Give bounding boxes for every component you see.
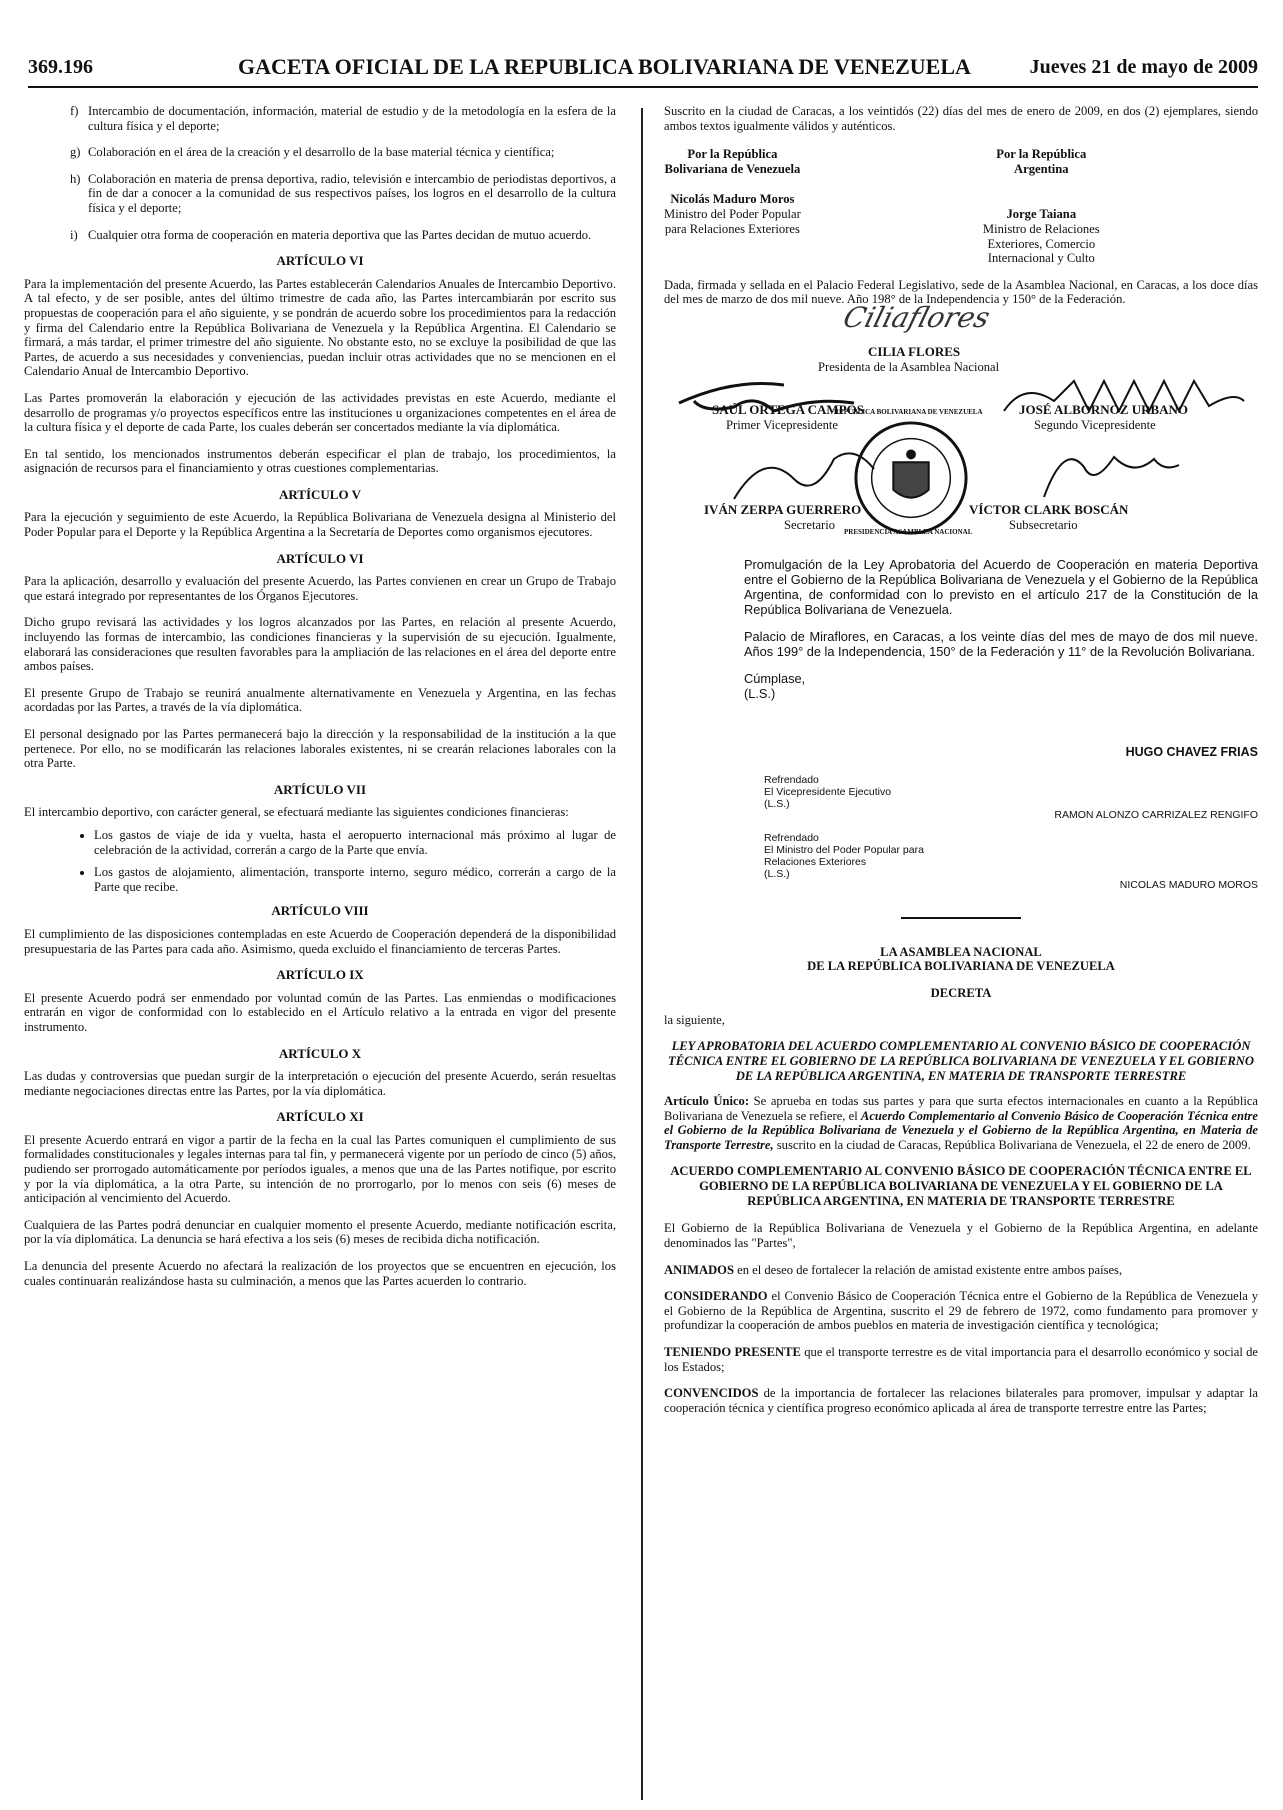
- paragraph: El presente Acuerdo podrá ser enmendado por voluntad común de las Partes. Las enmiendas o modificaciones entrarán en vigor de conformidad con lo establecido en el Artículo relativo a la entrada en vigor del presente instrumento.: [24, 990, 616, 1034]
- signatory-role: Presidenta de la Asamblea Nacional: [818, 359, 1000, 374]
- left-column: [24, 104, 616, 1300]
- cumplase: Cúmplase,: [744, 670, 806, 686]
- list-item: [70, 104, 616, 133]
- seal-text-bottom: PRESIDENCIA ASAMBLEA NACIONAL: [844, 527, 973, 536]
- ref-line: Relaciones Exteriores: [764, 856, 867, 869]
- clause-label: TENIENDO PRESENTE: [664, 1345, 801, 1360]
- countersign-2: [764, 832, 1258, 880]
- paragraph: Palacio de Miraflores, en Caracas, a los veinte días del mes de mayo de dos mil nueve. Años 199° de la Independencia, 150° de la Federación y 11° de la Revolución Bolivariana.: [744, 628, 1258, 659]
- article-text: Se aprueba en todas sus partes y para que surta efectos internacionales en cuanto a la República Bolivariana de Venezuela se refiere, el: [664, 1094, 1258, 1123]
- article-text: suscrito en la ciudad de Caracas, República Bolivariana de Venezuela, el 22 de enero de 2009.: [773, 1137, 1251, 1152]
- paragraph: la siguiente,: [664, 1012, 725, 1027]
- signatory-role: Primer Vicepresidente: [726, 417, 838, 432]
- item-text: Colaboración en el área de la creación y el desarrollo de la base material técnica y científica;: [88, 145, 555, 160]
- item-text: Cualquier otra forma de cooperación en materia deportiva que las Partes decidan de mutuo acuerdo.: [88, 227, 592, 242]
- article-heading: ARTÍCULO X: [278, 1045, 362, 1061]
- list-item: [70, 172, 616, 216]
- assembly-signatures: [664, 300, 1258, 551]
- countersign-name: RAMON ALONZO CARRIZALEZ RENGIFO: [1054, 808, 1258, 821]
- gazette-header: [28, 52, 1258, 88]
- paragraph: Dada, firmada y sellada en el Palacio Federal Legislativo, sede de la Asamblea Nacional, en Caracas, a los doce días del mes de marzo de dos mil nueve. Año 198° de la Independencia y 150° de la Federación.: [664, 277, 1258, 307]
- signatory-name: IVÁN ZERPA GUERRERO: [704, 501, 862, 517]
- item-key: i): [70, 227, 78, 242]
- article-heading: ARTÍCULO IX: [276, 967, 364, 983]
- signatory-heading: Por la República Argentina: [996, 147, 1087, 176]
- bullet-item: • Los gastos de viaje de ida y vuelta, hasta el aeropuerto internacional más próximo al lugar de celebración de la actividad, correrán a cargo de la Parte que envía.: [94, 828, 616, 857]
- president-name: HUGO CHAVEZ FRIAS: [1125, 744, 1258, 759]
- signatory-role: Subsecretario: [1009, 517, 1078, 532]
- ref-line: (L.S.): [764, 797, 790, 810]
- ref-line: El Vicepresidente Ejecutivo: [764, 785, 892, 798]
- page-number: 369.196: [28, 56, 93, 78]
- signatory-role: Secretario: [784, 517, 836, 532]
- article-heading: ARTÍCULO VII: [273, 781, 367, 797]
- paragraph: Las Partes promoverán la elaboración y ejecución de las actividades previstas en este Acuerdo, mediante el desarrollo de programas y/o proyectos específicos entre las instituciones u organizaciones competentes en el área de la cultura física y el deporte de cada Parte, los cuales deberán ser concertados mediante la vía diplomática.: [24, 390, 616, 435]
- ls-mark: (L.S.): [744, 685, 776, 701]
- ref-line: Refrendado: [764, 832, 819, 845]
- clause-text: el Convenio Básico de Cooperación Técnica entre el Gobierno de la República de Venezuela y el Gobierno de la República de Argentina, suscrito el 29 de febrero de 1972, como fundamento para promover y profundizar la cooperación de ambos pueblos en materia de investigación científica y tecnológica;: [664, 1289, 1258, 1333]
- law-title: LEY APROBATORIA DEL ACUERDO COMPLEMENTARIO AL CONVENIO BÁSICO DE COOPERACIÓN TÉCNICA ENTRE EL GOBIERNO DE LA REPÚBLICA BOLIVARIANA DE VENEZUELA Y EL GOBIERNO DE LA REPÚBLICA ARGENTINA, EN MATERIA DE TRANSPORTE TERRESTRE: [668, 1039, 1254, 1084]
- item-text: Colaboración en materia de prensa deportiva, radio, televisión e intercambio de periodistas deportivos, a fin de dar a conocer a la comunidad de sus respectivos países, los logros en el desarrollo de la cultura física y el deporte;: [88, 171, 616, 215]
- item-text: Intercambio de documentación, información, material de estudio y de la metodología en la esfera de la cultura física y el deporte;: [88, 104, 616, 133]
- paragraph: El intercambio deportivo, con carácter general, se efectuará mediante las siguientes condiciones financieras:: [24, 805, 569, 820]
- clause-text: en el deseo de fortalecer la relación de amistad existente entre ambos países,: [733, 1262, 1123, 1277]
- paragraph: Dicho grupo revisará las actividades y los logros alcanzados por las Partes, en relación al presente Acuerdo, incluyendo las formas de intercambio, las condiciones financieras y la supervisión de su ejecución. Igualmente, elaborará las consideraciones que resulten favorables para la ampliación de las relaciones en el área del deporte entre ambos países.: [24, 615, 616, 674]
- paragraph: El presente Grupo de Trabajo se reunirá anualmente alternativamente en Venezuela y Argentina, en las fechas acordadas por las Partes, a través de la vía diplomática.: [24, 685, 616, 715]
- item-key: g): [70, 145, 81, 160]
- column-divider: [641, 108, 643, 1800]
- article-unico: [664, 1094, 1258, 1152]
- bullet-item: • Los gastos de alojamiento, alimentación, transporte interno, seguro médico, correrán a cargo de la Parte que recibe.: [94, 865, 616, 894]
- clause-text: que el transporte terrestre es de vital importancia para el desarrollo económico y social de los Estados;: [664, 1345, 1259, 1374]
- countersign-name: NICOLAS MADURO MOROS: [1119, 879, 1258, 892]
- paragraph: [664, 1263, 1258, 1278]
- clause-label: CONSIDERANDO: [664, 1289, 768, 1304]
- signatory-name: VÍCTOR CLARK BOSCÁN: [969, 501, 1129, 517]
- paragraph: Cualquiera de las Partes podrá denunciar en cualquier momento el presente Acuerdo, mediante notificación escrita, por la vía diplomática. La denuncia se hará efectiva a los seis (6) meses de recibida dicha notificación.: [24, 1217, 616, 1247]
- signatory-name: Jorge Taiana: [1006, 207, 1077, 222]
- paragraph: El personal designado por las Partes permanecerá bajo la dirección y la responsabilidad de la institución a la que pertenece. Por ello, no se modificarán las relaciones laborales existentes, ni se crearán relaciones laborales con la otra Parte.: [24, 727, 616, 771]
- article-text-italic: Acuerdo Complementario al Convenio Básico de Cooperación Técnica entre el Gobierno de la República Bolivariana de Venezuela y el Gobierno de la República Argentina, en Materia de Transporte Terrestre,: [664, 1108, 1258, 1152]
- signature-scribble-icon: [724, 439, 884, 509]
- paragraph: Las dudas y controversias que puedan surgir de la interpretación o ejecución del presente Acuerdo, serán resueltas mediante negociaciones directas entre las Partes, por la vía diplomática.: [24, 1069, 616, 1098]
- bullet-list: [24, 828, 616, 894]
- gazette-title: GACETA OFICIAL DE LA REPUBLICA BOLIVARIANA DE VENEZUELA: [238, 54, 971, 79]
- paragraph: En tal sentido, los mencionados instrumentos deberán especificar el plan de trabajo, los procedimientos, la asignación de recursos para el financiamiento y otras cuestiones complementarias.: [24, 446, 616, 476]
- decreta: DECRETA: [930, 985, 992, 1000]
- article-heading: ARTÍCULO VIII: [271, 903, 369, 919]
- article-heading: ARTÍCULO VI: [276, 550, 364, 566]
- seal-text-top: REPÚBLICA BOLIVARIANA DE VENEZUELA: [834, 407, 983, 416]
- paragraph: [664, 1345, 1258, 1374]
- paragraph: Para la implementación del presente Acuerdo, las Partes establecerán Calendarios Anuales de Intercambio Deportivo. A tal efecto, y de ser posible, antes del último trimestre de cada año, las Partes intercambiarán por escrito sus propuestas de cooperación para el año siguiente, y se pondrán de acuerdo sobre los procedimientos para la redacción y firma del Calendario entre la República Bolivariana de Venezuela y la República Argentina. El Calendario se firmará, a más tardar, el primer trimestre del año siguiente. No obstante esto, no se excluye la posibilidad de que las Partes, de acuerdo a sus necesidades y conveniencias, puedan incluir otras actividades que no se mencionen en el Calendario Anual de Intercambio Deportivo.: [24, 276, 616, 379]
- ref-line: Refrendado: [764, 773, 819, 786]
- section-rule: [901, 917, 1021, 919]
- list-item: [70, 228, 616, 243]
- promulgation: [744, 557, 1258, 701]
- signatory-name: SAÚL ORTEGA CAMPOS: [712, 401, 864, 417]
- assembly-heading: LA ASAMBLEA NACIONAL: [880, 944, 1042, 959]
- paragraph: [664, 1289, 1258, 1333]
- list-item: [70, 145, 616, 160]
- treaty-signatures: [664, 147, 1258, 266]
- signature-handwritten: Ciliaflores: [839, 300, 994, 334]
- signatory-name: JOSÉ ALBORNOZ URBANO: [1019, 401, 1189, 417]
- paragraph: El presente Acuerdo entrará en vigor a partir de la fecha en la cual las Partes comuniquen el cumplimiento de sus formalidades constitucionales y legales internas para tal fin, y permanecerá vigente por un período de cinco (5) años, pudiendo ser prorrogado automáticamente por períodos iguales, a menos que una de las Partes notifique, por escrito y por la vía diplomática, a la otra Parte, su intención de no prorrogarlo, por lo menos con seis (6) meses de anticipación al vencimiento del Acuerdo.: [24, 1132, 616, 1206]
- signature-block-argentina: [973, 147, 1258, 266]
- paragraph: [664, 1386, 1258, 1415]
- paragraph: Suscrito en la ciudad de Caracas, a los veintidós (22) días del mes de enero de 2009, en dos (2) ejemplares, siendo ambos textos igualmente válidos y auténticos.: [664, 104, 1258, 133]
- paragraph: Para la ejecución y seguimiento de este Acuerdo, la República Bolivariana de Venezuela designa al Ministerio del Poder Popular para el Deporte y la República Argentina a la Secretaría de Deportes como organismos ejecutores.: [24, 510, 616, 540]
- assembly-heading: DE LA REPÚBLICA BOLIVARIANA DE VENEZUELA: [807, 959, 1115, 974]
- item-key: h): [70, 171, 81, 186]
- clause-label: CONVENCIDOS: [664, 1386, 759, 1401]
- clause-label: ANIMADOS: [664, 1262, 734, 1277]
- agreement-title: ACUERDO COMPLEMENTARIO AL CONVENIO BÁSICO DE COOPERACIÓN TÉCNICA ENTRE EL GOBIERNO DE LA REPÚBLICA BOLIVARIANA DE VENEZUELA Y EL GOBIERNO DE LA REPÚBLICA ARGENTINA, EN MATERIA DE TRANSPORTE TERRESTRE: [670, 1164, 1252, 1209]
- paragraph: Para la aplicación, desarrollo y evaluación del presente Acuerdo, las Partes convienen en crear un Grupo de Trabajo que estará integrado por representantes de los Órganos Ejecutores.: [24, 574, 616, 603]
- item-key: f): [70, 104, 79, 118]
- signature-scribble-icon: [1034, 437, 1184, 507]
- signatory-heading: Por la República Bolivariana de Venezuela: [664, 147, 801, 176]
- article-heading: ARTÍCULO VI: [276, 253, 364, 269]
- signature-block-venezuela: [664, 147, 949, 266]
- paragraph: Promulgación de la Ley Aprobatoria del Acuerdo de Cooperación en materia Deportiva entre el Gobierno de la República Bolivariana de Venezuela y el Gobierno de la República Argentina, de conformidad con lo previsto en el artículo 217 de la Constitución de la República Bolivariana de Venezuela.: [744, 556, 1258, 617]
- signatory-role: Ministro del Poder Popular para Relaciones Exteriores: [664, 206, 801, 236]
- clause-text: de la importancia de fortalecer las relaciones bilaterales para promover, impulsar y adaptar la cooperación técnica y científica progreso económico aplicada al área de transporte terrestre entre las Partes;: [664, 1386, 1258, 1415]
- ref-line: El Ministro del Poder Popular para: [764, 844, 924, 857]
- paragraph: El Gobierno de la República Bolivariana de Venezuela y el Gobierno de la República Argentina, en adelante denominados las "Partes",: [664, 1221, 1258, 1251]
- ref-line: (L.S.): [764, 868, 790, 881]
- signatory-role: Segundo Vicepresidente: [1034, 417, 1156, 432]
- countersign-1: [764, 774, 1258, 810]
- signatory-role: Ministro de Relaciones Exteriores, Comercio Internacional y Culto: [982, 221, 1100, 266]
- signatory-name: CILIA FLORES: [868, 343, 961, 359]
- paragraph: La denuncia del presente Acuerdo no afectará la realización de los proyectos que se encuentren en ejecución, los cuales continuarán realizándose hasta su culminación, a menos que las Partes acuerden lo contrario.: [24, 1259, 616, 1288]
- article-heading: ARTÍCULO V: [278, 486, 361, 502]
- paragraph: El cumplimiento de las disposiciones contempladas en este Acuerdo de Cooperación dependerá de la disponibilidad presupuestaria de las Partes para cada año. Asimismo, queda excluido el financiamiento de terceras Partes.: [24, 926, 616, 956]
- right-column: [664, 104, 1258, 1427]
- article-label: Artículo Único:: [664, 1094, 750, 1109]
- article-heading: ARTÍCULO XI: [276, 1109, 364, 1125]
- issue-date: Jueves 21 de mayo de 2009: [1029, 56, 1258, 78]
- signatory-name: Nicolás Maduro Moros: [670, 192, 795, 207]
